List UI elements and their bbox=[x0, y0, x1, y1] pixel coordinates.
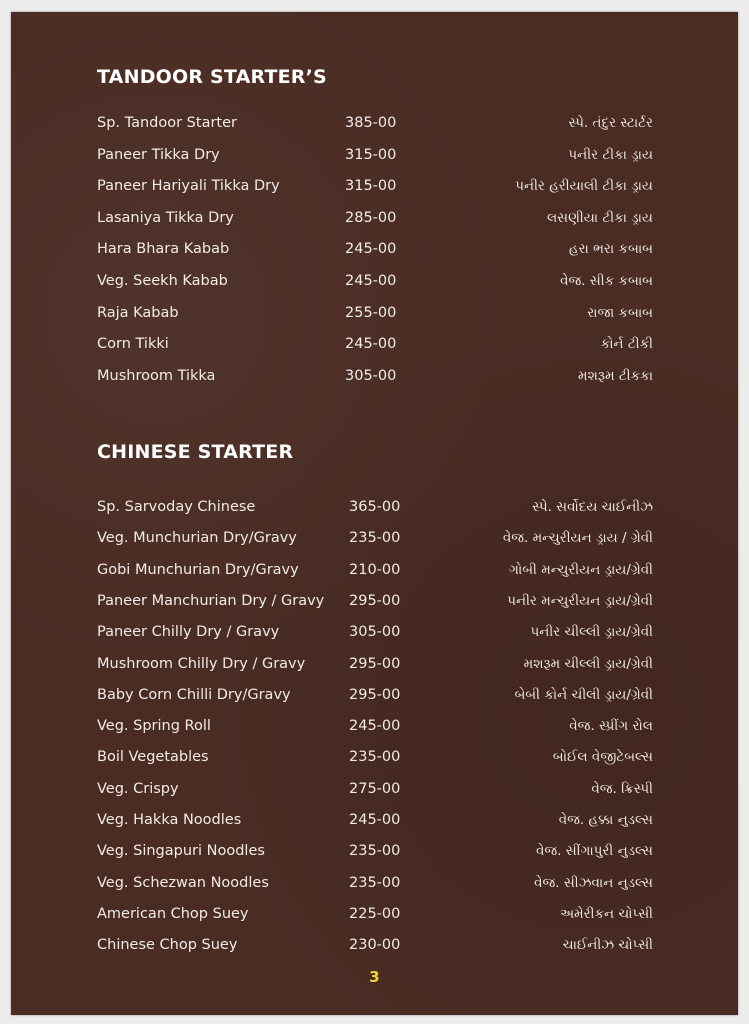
item-name: Lasaniya Tikka Dry bbox=[97, 209, 234, 226]
item-name-gujarati: વેજ. સીંગાપુરી નુડલ્સ bbox=[535, 843, 653, 860]
item-name-gujarati: વેજ. સ્પ્રીંગ રોલ bbox=[569, 718, 653, 735]
item-price: 305-00 bbox=[349, 624, 401, 641]
item-name: Sp. Sarvoday Chinese bbox=[97, 499, 256, 515]
item-name-gujarati: લસણીયા ટીકા ડ્રાય bbox=[546, 209, 653, 226]
menu-item-row bbox=[11, 305, 738, 329]
item-name: Veg. Spring Roll bbox=[97, 718, 211, 735]
menu-item-row bbox=[11, 687, 738, 711]
menu-item-row bbox=[11, 656, 738, 680]
item-price: 235-00 bbox=[349, 874, 401, 891]
item-name: American Chop Suey bbox=[97, 905, 249, 922]
section-title-tandoor: TANDOOR STARTER’S bbox=[97, 66, 327, 88]
item-price: 230-00 bbox=[349, 937, 401, 954]
menu-item-row bbox=[11, 273, 738, 297]
menu-item-row bbox=[11, 147, 738, 171]
item-price: 385-00 bbox=[345, 115, 397, 131]
item-price: 305-00 bbox=[345, 367, 397, 384]
item-price: 235-00 bbox=[349, 843, 401, 860]
menu-item-row bbox=[11, 499, 738, 523]
menu-item-row bbox=[11, 210, 738, 234]
menu-item-row bbox=[11, 368, 738, 392]
item-name: Veg. Singapuri Noodles bbox=[97, 843, 265, 860]
item-price: 295-00 bbox=[349, 592, 401, 609]
item-price: 315-00 bbox=[345, 178, 397, 195]
item-name: Veg. Hakka Noodles bbox=[97, 812, 242, 828]
item-price: 295-00 bbox=[349, 655, 401, 672]
item-name-gujarati: વેજ. મન્ચુરીયન ડ્રાય / ગ્રેવી bbox=[502, 530, 653, 547]
item-name: Gobi Munchurian Dry/Gravy bbox=[97, 561, 299, 578]
page-number: 3 bbox=[369, 968, 380, 986]
item-name: Veg. Schezwan Noodles bbox=[97, 874, 269, 891]
item-name-gujarati: બેબી કોર્ન ચીલી ડ્રાય/ગ્રેવી bbox=[514, 686, 653, 703]
menu-page bbox=[11, 12, 738, 1015]
menu-item-row bbox=[11, 875, 738, 899]
item-name-gujarati: મશરૂમ ચીલ્લી ડ્રાય/ગ્રેવી bbox=[523, 655, 653, 672]
menu-item-row bbox=[11, 906, 738, 930]
item-name: Paneer Manchurian Dry / Gravy bbox=[97, 592, 325, 609]
item-price: 245-00 bbox=[345, 241, 397, 258]
item-name: Raja Kabab bbox=[97, 304, 179, 321]
item-name: Baby Corn Chilli Dry/Gravy bbox=[97, 686, 291, 703]
item-price: 235-00 bbox=[349, 749, 401, 766]
item-name-gujarati: હરા ભરા કબાબ bbox=[568, 241, 653, 258]
item-name-gujarati: અમેરીકન ચોપ્સી bbox=[559, 905, 653, 922]
item-price: 285-00 bbox=[345, 209, 397, 226]
menu-item-row bbox=[11, 843, 738, 867]
item-price: 255-00 bbox=[345, 304, 397, 321]
menu-item-row bbox=[11, 336, 738, 360]
menu-item-row bbox=[11, 115, 738, 139]
item-name-gujarati: ચાઈનીઝ ચોપ્સી bbox=[562, 937, 653, 954]
menu-item-row bbox=[11, 241, 738, 265]
item-name-gujarati: ગોબી મન્ચુરીયન ડ્રાય/ગ્રેવી bbox=[508, 561, 653, 578]
menu-item-row bbox=[11, 624, 738, 648]
item-price: 365-00 bbox=[349, 499, 401, 515]
menu-item-row bbox=[11, 178, 738, 202]
item-name-gujarati: પનીર ચીલ્લી ડ્રાય/ગ્રેવી bbox=[530, 624, 653, 641]
item-name: Veg. Crispy bbox=[97, 780, 179, 797]
menu-item-row bbox=[11, 937, 738, 961]
item-name-gujarati: રાજા કબાબ bbox=[587, 304, 653, 321]
item-name-gujarati: સ્પે. સર્વોદય ચાઈનીઝ bbox=[532, 499, 653, 515]
item-name-gujarati: પનીર મન્ચુરીયન ડ્રાય/ગ્રેવી bbox=[507, 592, 653, 609]
item-name-gujarati: સ્પે. તંદુર સ્ટાર્ટર bbox=[568, 115, 653, 131]
menu-item-row bbox=[11, 812, 738, 836]
item-name-gujarati: મશરૂમ ટીકકા bbox=[577, 367, 653, 384]
menu-item-row bbox=[11, 593, 738, 617]
item-name: Chinese Chop Suey bbox=[97, 937, 238, 954]
item-name: Sp. Tandoor Starter bbox=[97, 115, 237, 131]
item-price: 245-00 bbox=[345, 273, 397, 289]
menu-item-row bbox=[11, 718, 738, 742]
item-name-gujarati: વેજ. ક્રિસ્પી bbox=[591, 780, 653, 797]
item-name: Paneer Hariyali Tikka Dry bbox=[97, 178, 280, 195]
item-name-gujarati: કોર્ન ટીકી bbox=[600, 336, 653, 353]
item-price: 245-00 bbox=[349, 812, 401, 828]
item-price: 235-00 bbox=[349, 530, 401, 547]
item-price: 210-00 bbox=[349, 561, 401, 578]
item-name: Paneer Chilly Dry / Gravy bbox=[97, 624, 280, 641]
menu-item-row bbox=[11, 562, 738, 586]
item-name-gujarati: વેજ. સીઝવાન નુડલ્સ bbox=[534, 874, 653, 891]
item-name-gujarati: વેજ. સીક કબાબ bbox=[560, 273, 653, 289]
item-name-gujarati: પનીર ટીકા ડ્રાય bbox=[568, 146, 653, 163]
item-name: Veg. Munchurian Dry/Gravy bbox=[97, 530, 297, 547]
item-name-gujarati: બોઈલ વેજીટેબલ્સ bbox=[552, 749, 653, 766]
item-name: Corn Tikki bbox=[97, 336, 169, 353]
item-price: 275-00 bbox=[349, 780, 401, 797]
item-price: 245-00 bbox=[349, 718, 401, 735]
item-name: Boil Vegetables bbox=[97, 749, 209, 766]
item-name-gujarati: વેજ. હક્કા નુડલ્સ bbox=[558, 812, 653, 828]
menu-item-row bbox=[11, 781, 738, 805]
item-name: Mushroom Tikka bbox=[97, 367, 216, 384]
item-name: Hara Bhara Kabab bbox=[97, 241, 230, 258]
menu-item-row bbox=[11, 749, 738, 773]
item-name: Veg. Seekh Kabab bbox=[97, 273, 228, 289]
item-name: Paneer Tikka Dry bbox=[97, 146, 220, 163]
item-price: 245-00 bbox=[345, 336, 397, 353]
item-price: 295-00 bbox=[349, 686, 401, 703]
section-title-chinese: CHINESE STARTER bbox=[97, 441, 294, 463]
item-price: 225-00 bbox=[349, 905, 401, 922]
item-name: Mushroom Chilly Dry / Gravy bbox=[97, 655, 306, 672]
menu-item-row bbox=[11, 530, 738, 554]
item-price: 315-00 bbox=[345, 146, 397, 163]
item-name-gujarati: પનીર હરીયાલી ટીકા ડ્રાય bbox=[515, 178, 653, 195]
